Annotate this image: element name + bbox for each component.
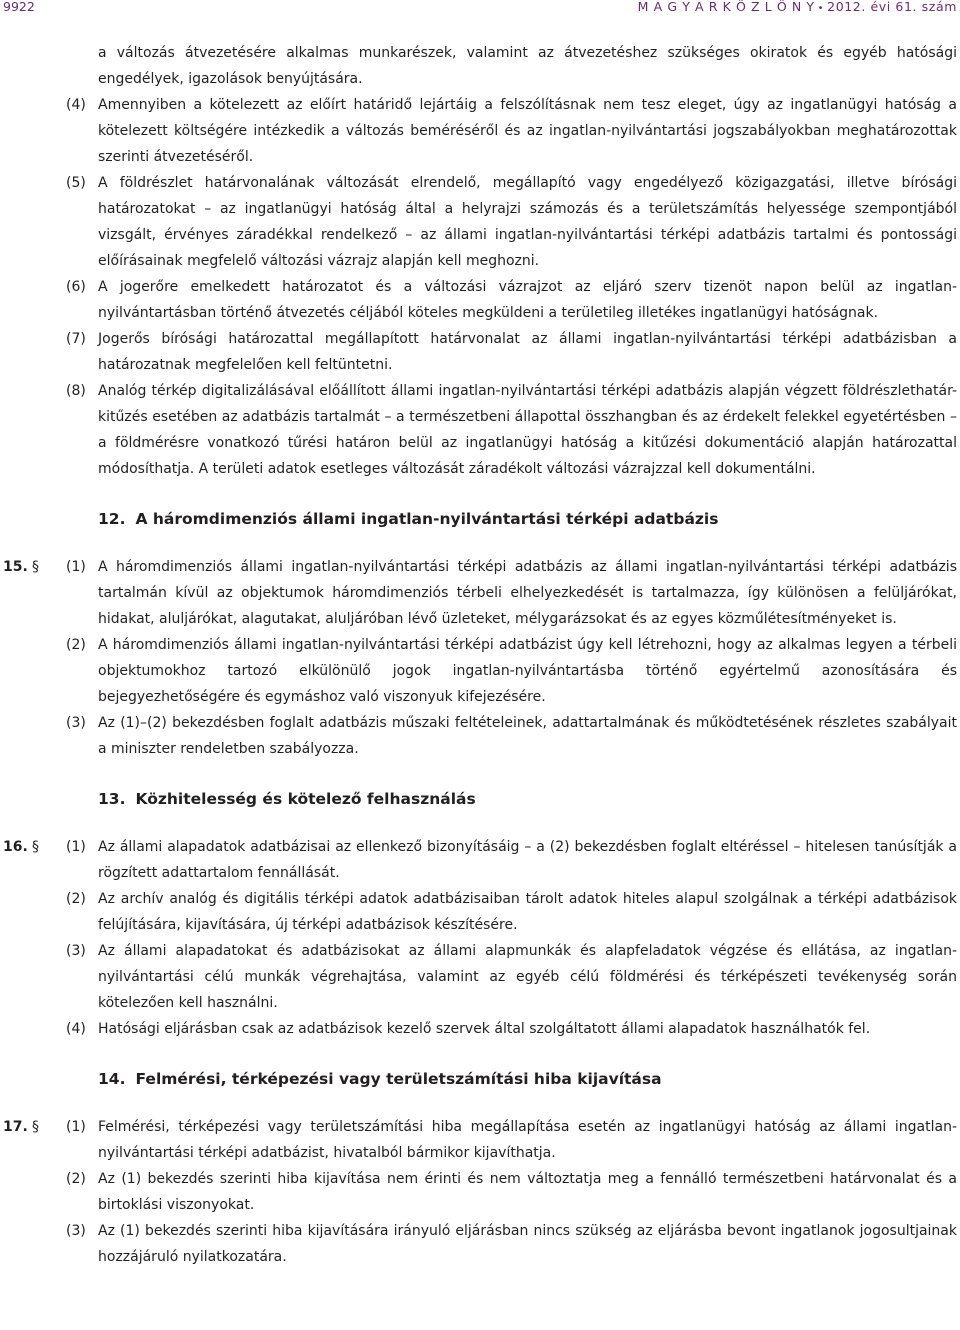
heading-title: A háromdimenziós állami ingatlan-nyilvántartási térképi adatbázis — [135, 510, 719, 528]
paragraph-text: A jogerőre emelkedett határozatot és a változási vázrajzot az eljáró szerv tizenöt napon belül az ingatlan-nyilvántartásban történő átvezetés céljából köteles megküldeni a területileg illetékes ingatlanügyi hatóságnak. — [98, 279, 957, 321]
heading-title: Közhitelesség és kötelező felhasználás — [135, 790, 476, 808]
section-number: 16. — [3, 839, 28, 855]
document-body — [0, 40, 960, 1270]
section-16-paragraph-1 — [0, 834, 960, 886]
section-17-paragraph-2 — [0, 1166, 960, 1218]
section-number: 17. — [3, 1119, 28, 1135]
paragraph-5 — [0, 170, 960, 274]
page-number: 9922 — [3, 0, 35, 14]
section-15-paragraph-2 — [0, 632, 960, 710]
paragraph-number: (6) — [66, 279, 86, 295]
paragraph-text: Az archív analóg és digitális térképi adatok adatbázisaiban tárolt adatok hiteles alapul szolgálnak a térképi adatbázisok felújítására, kijavítására, új térképi adatbázisok készítésére. — [98, 891, 957, 933]
running-title — [638, 0, 957, 16]
paragraph-text: Az (1)–(2) bekezdésben foglalt adatbázis műszaki feltételeinek, adattartalmának és működtetésének részletes szabályait a miniszter rendeletben szabályozza. — [98, 715, 957, 757]
heading-number: 13. — [98, 790, 126, 808]
paragraph-number: (1) — [66, 1119, 86, 1135]
paragraph-number: (5) — [66, 175, 86, 191]
paragraph-text: Az (1) bekezdés szerinti hiba kijavítása nem érinti és nem változtatja meg a fennálló természetbeni határvonalat és a birtoklási viszonyokat. — [98, 1171, 957, 1213]
paragraph-number: (3) — [66, 943, 86, 959]
issue-label: 2012. évi 61. szám — [827, 0, 957, 14]
heading-number: 12. — [98, 510, 126, 528]
paragraph-4 — [0, 92, 960, 170]
paragraph-text: A háromdimenziós állami ingatlan-nyilvántartási térképi adatbázis az állami ingatlan-nyilvántartási térképi adatbázis tartalmán kívül az objektumok háromdimenziós térbeli elhelyezkedését is tartalmazza, így különösen a felüljárókat, hidakat, aluljárókat, alagutakat, aluljáróban lévő üzleteket, mélygarázsokat és az egyes közműlétesítményeket is. — [98, 559, 957, 627]
paragraph-number: (1) — [66, 559, 86, 575]
paragraph-number: (2) — [66, 891, 86, 907]
paragraph-number: (2) — [66, 1171, 86, 1187]
paragraph-text: Az (1) bekezdés szerinti hiba kijavítására irányuló eljárásban nincs szükség az eljárásba bevont ingatlanok jogosultjainak hozzájáruló nyilatkozatára. — [98, 1223, 957, 1265]
continued-paragraph — [0, 40, 960, 92]
paragraph-number: (4) — [66, 1021, 86, 1037]
paragraph-number: (1) — [66, 839, 86, 855]
paragraph-number: (3) — [66, 715, 86, 731]
page-header — [0, 0, 960, 14]
paragraph-text: A háromdimenziós állami ingatlan-nyilvántartási térképi adatbázist úgy kell létrehozni, hogy az alkalmas legyen a térbeli objektumokhoz tartozó elkülönülő jogok ingatlan-nyilvántartásba történő egyértelmű azonosítására és bejegyezhetőségére és egymáshoz való viszonyuk kifejezésére. — [98, 637, 957, 705]
paragraph-text: Az állami alapadatok adatbázisai az ellenkező bizonyításáig – a (2) bekezdésben foglalt eltéréssel – hitelesen tanúsítják a rögzített adattartalom fennállását. — [98, 839, 957, 881]
paragraph-text: Amennyiben a kötelezett az előírt határidő lejártáig a felszólításnak nem tesz eleget, úgy az ingatlanügyi hatóság a kötelezett költségére intézkedik a változás beméréséről és az ingatlan-nyilvántartási jogszabályokban meghatározottak szerinti átvezetéséről. — [98, 97, 957, 165]
paragraph-number: (2) — [66, 637, 86, 653]
bullet-separator: • — [817, 3, 825, 14]
heading-number: 14. — [98, 1070, 126, 1088]
paragraph-number: (4) — [66, 97, 86, 113]
paragraph-text: a változás átvezetésére alkalmas munkarészek, valamint az átvezetéshez szükséges okiratok és egyéb hatósági engedélyek, igazolások benyújtására. — [98, 45, 957, 87]
journal-name: M A G Y A R K Ö Z L Ö N Y — [637, 0, 815, 14]
section-17-paragraph-1 — [0, 1114, 960, 1166]
section-17-paragraph-3 — [0, 1218, 960, 1270]
paragraph-7 — [0, 326, 960, 378]
paragraph-number: (7) — [66, 331, 86, 347]
paragraph-8 — [0, 378, 960, 482]
paragraph-text: Az állami alapadatokat és adatbázisokat az állami alapmunkák és alapfeladatok végzése és ellátása, az ingatlan-nyilvántartási célú munkák végrehajtása, valamint az egyéb célú földmérési és térképészeti tevékenység során kötelezően kell használni. — [98, 943, 957, 1011]
section-heading-13 — [0, 786, 960, 812]
section-number: 15. — [3, 559, 28, 575]
section-16-paragraph-2 — [0, 886, 960, 938]
section-symbol: § — [32, 839, 39, 855]
paragraph-text: Jogerős bírósági határozattal megállapított határvonalat az állami ingatlan-nyilvántartási térképi adatbázisban a határozatnak megfelelően kell feltüntetni. — [98, 331, 957, 373]
paragraph-text: Analóg térkép digitalizálásával előállított állami ingatlan-nyilvántartási térképi adatbázis alapján végzett földrészlethatár-kitűzés esetében az adatbázis tartalmát – a természetbeni állapottal összhangban és az érdekelt felekkel egyetértésben – a földmérésre vonatkozó tűrési határon belül az ingatlanügyi hatóság a kitűzési dokumentáció alapján határozattal módosíthatja. A területi adatok esetleges változását záradékolt változási vázrajzzal kell dokumentálni. — [98, 383, 957, 477]
heading-title: Felmérési, térképezési vagy területszámítási hiba kijavítása — [135, 1070, 662, 1088]
section-heading-12 — [0, 506, 960, 532]
section-15-paragraph-1 — [0, 554, 960, 632]
section-16-paragraph-4 — [0, 1016, 960, 1042]
paragraph-6 — [0, 274, 960, 326]
section-symbol: § — [32, 559, 39, 575]
paragraph-text: Felmérési, térképezési vagy területszámítási hiba megállapítása esetén az ingatlanügyi hatóság az állami ingatlan-nyilvántartási térképi adatbázist, hivatalból bármikor kijavíthatja. — [98, 1119, 957, 1161]
section-16-paragraph-3 — [0, 938, 960, 1016]
paragraph-text: Hatósági eljárásban csak az adatbázisok kezelő szervek által szolgáltatott állami alapadatok használhatók fel. — [98, 1021, 871, 1037]
paragraph-number: (3) — [66, 1223, 86, 1239]
paragraph-text: A földrészlet határvonalának változását elrendelő, megállapító vagy engedélyező közigazgatási, illetve bírósági határozatokat – az ingatlanügyi hatóság által a helyrajzi számozás és a területszámítás helyessége szempontjából vizsgált, érvényes záradékkal rendelkező – az állami ingatlan-nyilvántartási térképi adatbázis tartalmi és pontossági előírásainak megfelelő változási vázrajz alapján kell meghozni. — [98, 175, 957, 269]
section-symbol: § — [32, 1119, 39, 1135]
paragraph-number: (8) — [66, 383, 86, 399]
section-heading-14 — [0, 1066, 960, 1092]
section-15-paragraph-3 — [0, 710, 960, 762]
